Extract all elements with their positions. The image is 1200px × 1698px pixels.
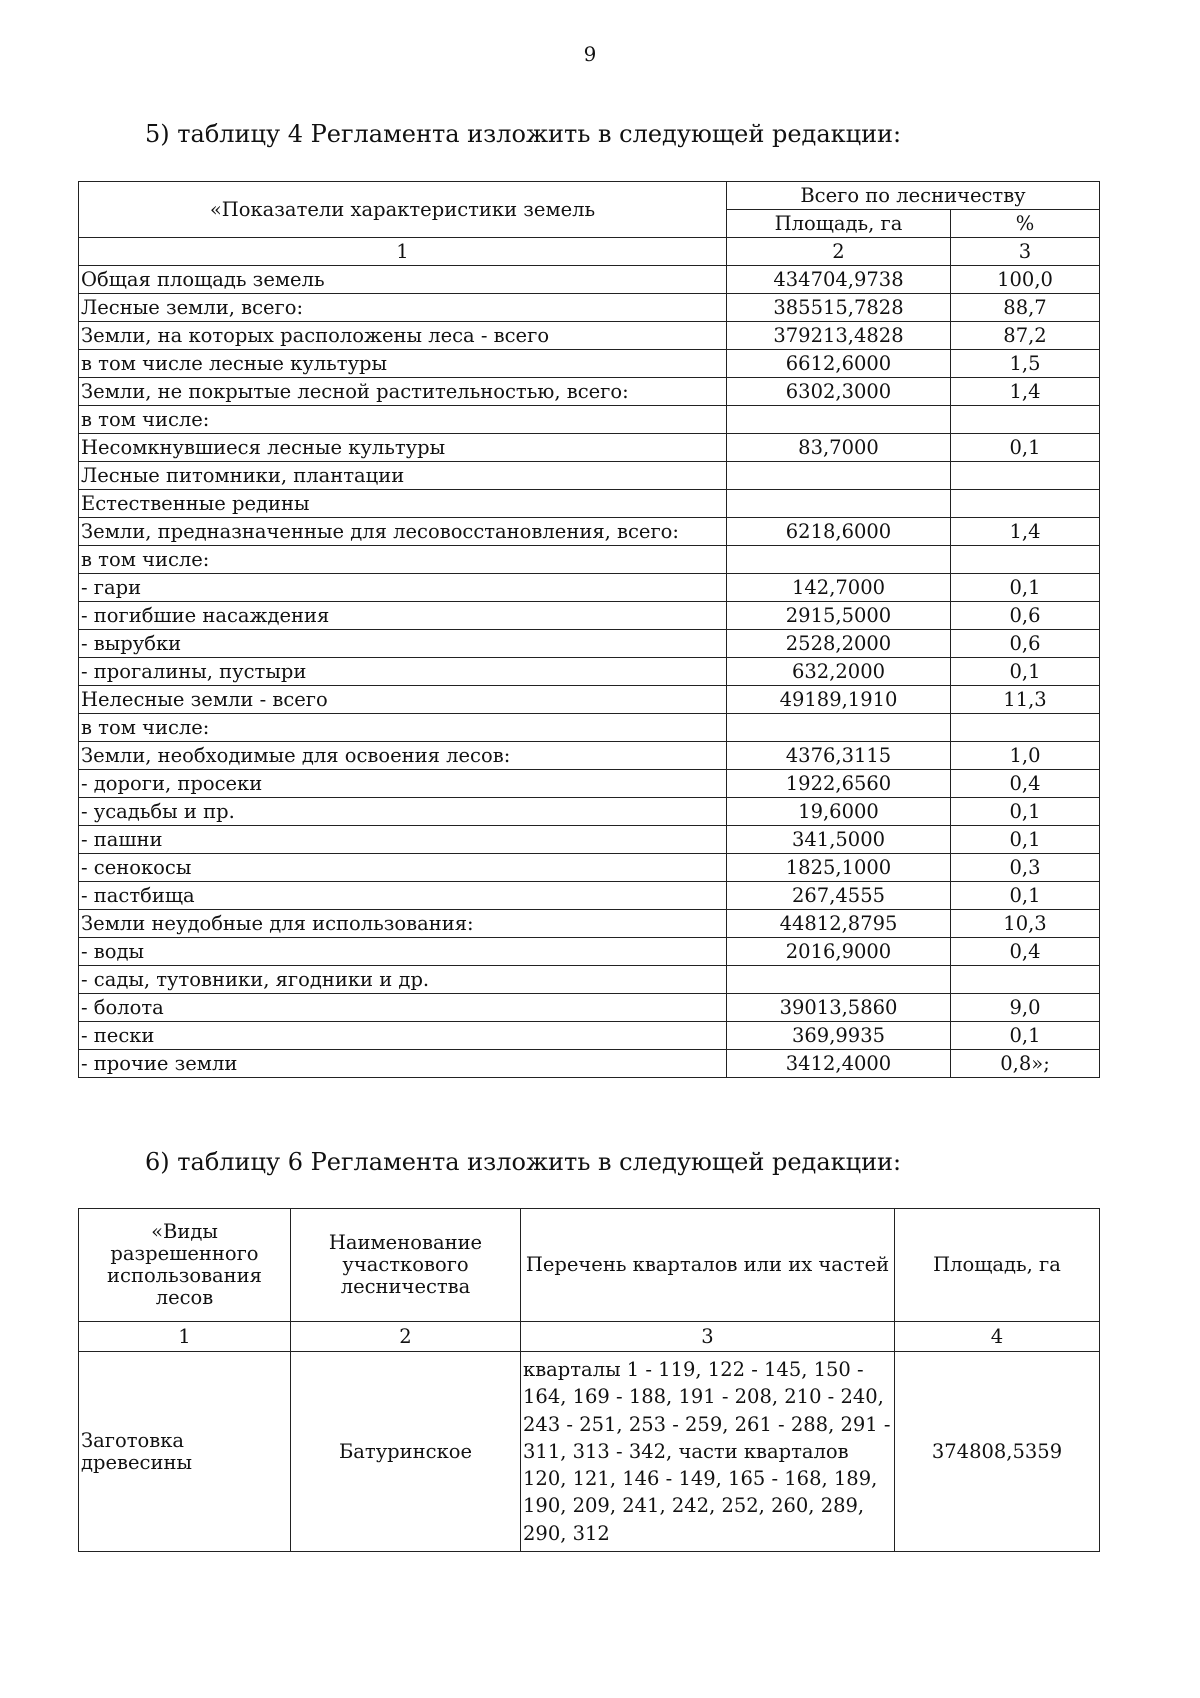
percent-cell: 1,4 [951,518,1100,546]
area-cell: 6612,6000 [727,350,951,378]
area-cell [727,462,951,490]
area-cell: 385515,7828 [727,294,951,322]
percent-cell [951,966,1100,994]
header-use-type: «Виды разрешенного использования лесов [79,1209,291,1322]
indicator-cell: в том числе: [79,546,727,574]
percent-cell: 1,4 [951,378,1100,406]
table-row [79,434,1100,462]
index-cell: 4 [895,1322,1100,1352]
area-cell: 6218,6000 [727,518,951,546]
indicator-cell: - сады, тутовники, ягодники и др. [79,966,727,994]
table-row [79,714,1100,742]
area-cell: 1922,6560 [727,770,951,798]
index-row [79,1322,1100,1352]
index-row [79,238,1100,266]
header-indicator: «Показатели характеристики земель [79,182,727,238]
header-percent: % [951,210,1100,238]
indicator-cell: Земли, необходимые для освоения лесов: [79,742,727,770]
percent-cell: 1,5 [951,350,1100,378]
table-row [79,322,1100,350]
percent-cell: 0,1 [951,826,1100,854]
percent-cell: 0,1 [951,798,1100,826]
table-row [79,630,1100,658]
table-row [79,910,1100,938]
indicator-cell: - погибшие насаждения [79,602,727,630]
table-row [79,378,1100,406]
table-row [79,294,1100,322]
indicator-cell: Естественные редины [79,490,727,518]
area-cell: 369,9935 [727,1022,951,1050]
page-number: 9 [583,42,597,66]
quarters-cell: кварталы 1 - 119, 122 - 145, 150 - 164, 169 - 188, 191 - 208, 210 - 240, 243 - 251, 253 - 259, 261 - 288, 291 - 311, 313 - 342, части кварталов 120, 121, 146 - 149, 165 - 168, 189, 190, 209, 241, 242, 252, 260, 289, 290, 312 [521,1352,895,1552]
table-row [79,546,1100,574]
percent-cell [951,406,1100,434]
indicator-cell: Земли неудобные для использования: [79,910,727,938]
table-row [79,938,1100,966]
index-cell: 2 [727,238,951,266]
indicator-cell: Нелесные земли - всего [79,686,727,714]
indicator-cell: Лесные питомники, плантации [79,462,727,490]
indicator-cell: - гари [79,574,727,602]
area-cell: 4376,3115 [727,742,951,770]
indicator-cell: - дороги, просеки [79,770,727,798]
percent-cell: 0,1 [951,658,1100,686]
header-area: Площадь, га [895,1209,1100,1322]
percent-cell: 1,0 [951,742,1100,770]
table-4-land-characteristics [78,181,1100,1078]
indicator-cell: Общая площадь земель [79,266,727,294]
indicator-cell: - пески [79,1022,727,1050]
index-cell: 1 [79,238,727,266]
area-cell: 2528,2000 [727,630,951,658]
percent-cell [951,546,1100,574]
area-cell: 1825,1000 [727,854,951,882]
index-cell: 3 [951,238,1100,266]
area-cell: 49189,1910 [727,686,951,714]
area-cell: 2915,5000 [727,602,951,630]
indicator-cell: Земли, предназначенные для лесовосстановления, всего: [79,518,727,546]
area-cell: 19,6000 [727,798,951,826]
header-area: Площадь, га [727,210,951,238]
indicator-cell: в том числе: [79,714,727,742]
index-cell: 3 [521,1322,895,1352]
indicator-cell: Земли, не покрытые лесной растительностью, всего: [79,378,727,406]
indicator-cell: - болота [79,994,727,1022]
percent-cell: 100,0 [951,266,1100,294]
area-cell: 83,7000 [727,434,951,462]
percent-cell: 9,0 [951,994,1100,1022]
area-cell [727,966,951,994]
percent-cell: 0,1 [951,1022,1100,1050]
area-cell: 434704,9738 [727,266,951,294]
percent-cell: 0,1 [951,574,1100,602]
percent-cell [951,462,1100,490]
indicator-cell: в том числе: [79,406,727,434]
table-6-permitted-use [78,1208,1100,1552]
percent-cell: 0,1 [951,434,1100,462]
indicator-cell: - пастбища [79,882,727,910]
table-row [79,826,1100,854]
indicator-cell: Несомкнувшиеся лесные культуры [79,434,727,462]
percent-cell [951,490,1100,518]
indicator-cell: - пашни [79,826,727,854]
header-forestry-name: Наименование участкового лесничества [291,1209,521,1322]
table-row [79,686,1100,714]
indicator-cell: - прочие земли [79,1050,727,1078]
table-row [79,406,1100,434]
percent-cell: 88,7 [951,294,1100,322]
area-cell: 2016,9000 [727,938,951,966]
section-6-heading: 6) таблицу 6 Регламента изложить в следующей редакции: [145,1148,902,1176]
percent-cell: 11,3 [951,686,1100,714]
area-cell: 341,5000 [727,826,951,854]
table-row [79,882,1100,910]
table-row [79,462,1100,490]
header-forestry-total: Всего по лесничеству [727,182,1100,210]
table-row [79,742,1100,770]
index-cell: 1 [79,1322,291,1352]
table-row [79,770,1100,798]
percent-cell: 0,8»; [951,1050,1100,1078]
percent-cell: 0,6 [951,630,1100,658]
table-row [79,490,1100,518]
area-cell: 142,7000 [727,574,951,602]
area-cell: 6302,3000 [727,378,951,406]
table-row [79,350,1100,378]
percent-cell: 0,3 [951,854,1100,882]
area-cell [727,406,951,434]
percent-cell: 0,6 [951,602,1100,630]
table-row [79,798,1100,826]
table-row [79,1050,1100,1078]
table-row [79,994,1100,1022]
table-row [79,602,1100,630]
indicator-cell: Земли, на которых расположены леса - всего [79,322,727,350]
table-row [79,1022,1100,1050]
indicator-cell: - сенокосы [79,854,727,882]
indicator-cell: Лесные земли, всего: [79,294,727,322]
area-cell: 267,4555 [727,882,951,910]
table-row [79,266,1100,294]
area-cell [727,714,951,742]
table-row [79,574,1100,602]
table-row [79,1352,1100,1552]
table-row [79,854,1100,882]
table-row [79,658,1100,686]
indicator-cell: - прогалины, пустыри [79,658,727,686]
area-cell: 379213,4828 [727,322,951,350]
indicator-cell: - воды [79,938,727,966]
percent-cell: 0,4 [951,770,1100,798]
area-cell [727,490,951,518]
percent-cell: 10,3 [951,910,1100,938]
area-cell: 374808,5359 [895,1352,1100,1552]
section-5-heading: 5) таблицу 4 Регламента изложить в следующей редакции: [145,120,902,148]
indicator-cell: - вырубки [79,630,727,658]
table-row [79,518,1100,546]
forestry-cell: Батуринское [291,1352,521,1552]
indicator-cell: в том числе лесные культуры [79,350,727,378]
area-cell: 3412,4000 [727,1050,951,1078]
index-cell: 2 [291,1322,521,1352]
area-cell: 39013,5860 [727,994,951,1022]
area-cell: 632,2000 [727,658,951,686]
percent-cell: 0,1 [951,882,1100,910]
use-type-cell: Заготовка древесины [79,1352,291,1552]
percent-cell [951,714,1100,742]
percent-cell: 87,2 [951,322,1100,350]
percent-cell: 0,4 [951,938,1100,966]
table-row [79,966,1100,994]
header-quarters-list: Перечень кварталов или их частей [521,1209,895,1322]
area-cell: 44812,8795 [727,910,951,938]
area-cell [727,546,951,574]
indicator-cell: - усадьбы и пр. [79,798,727,826]
